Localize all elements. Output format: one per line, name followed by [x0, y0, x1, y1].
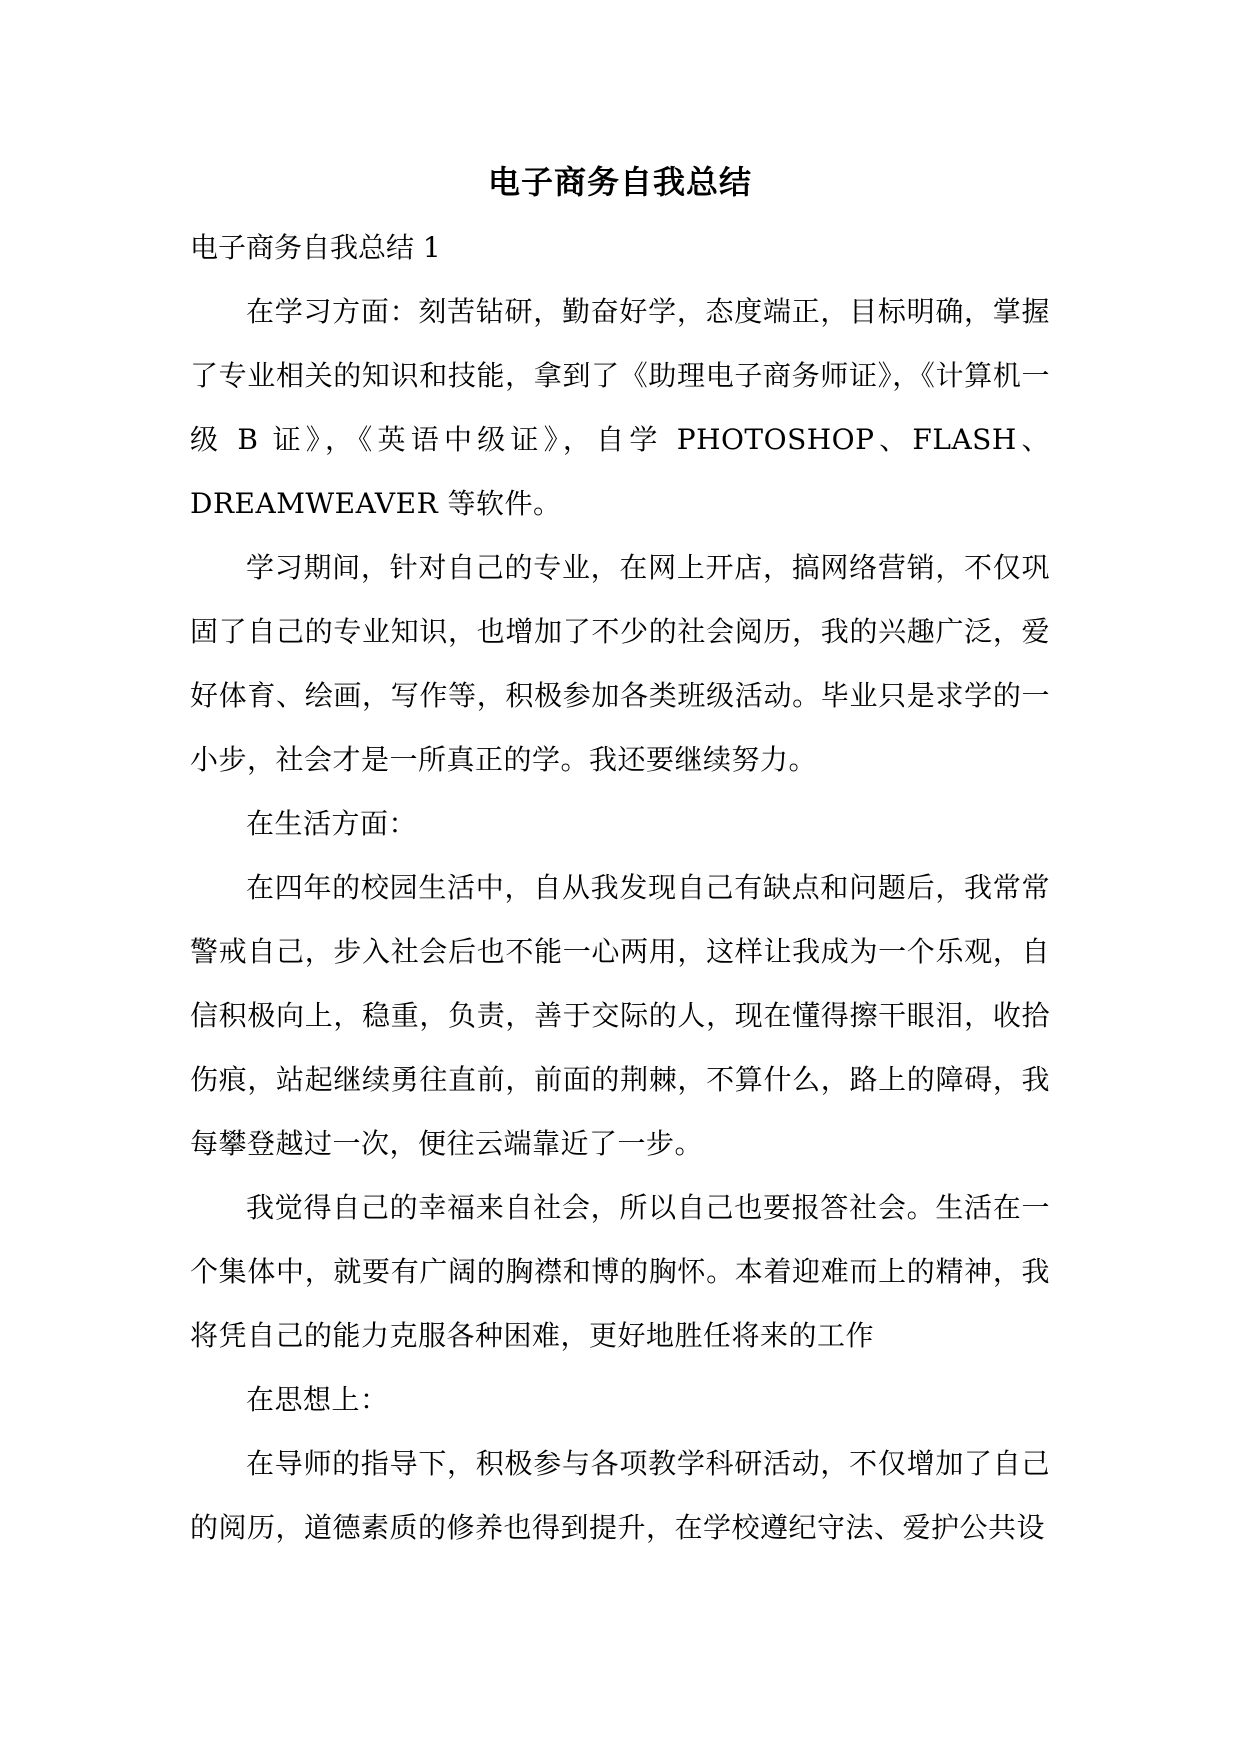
paragraph-society: 我觉得自己的幸福来自社会，所以自己也要报答社会。生活在一个集体中，就要有广阔的胸襟和博的胸怀。本着迎难而上的精神，我将凭自己的能力克服各种困难，更好地胜任将来的工作: [190, 1191, 1050, 1352]
paragraph-life-heading: 在生活方面：: [246, 807, 418, 840]
paragraph-campus-life: 在四年的校园生活中，自从我发现自己有缺点和问题后，我常常警戒自己，步入社会后也不能一心两用，这样让我成为一个乐观，自信积极向上，稳重，负责，善于交际的人，现在懂得擦干眼泪，收拾伤痕，站起继续勇往直前，前面的荆棘，不算什么，路上的障碍，我每攀登越过一次，便往云端靠近了一步。: [190, 871, 1050, 1160]
section-heading: 电子商务自我总结 1: [190, 231, 441, 264]
paragraph-thought-heading: 在思想上：: [246, 1383, 389, 1416]
document-title: 电子商务自我总结: [487, 163, 752, 201]
document-body: [190, 160, 1050, 1560]
paragraph-study: 在学习方面：刻苦钻研，勤奋好学，态度端正，目标明确，掌握了专业相关的知识和技能，拿到了《助理电子商务师证》，《计算机一级 B 证》，《英语中级证》，自学 PHOTOSHOP、FLASH、DREAMWEAVER 等软件。: [190, 295, 1050, 520]
paragraph-mentor: 在导师的指导下，积极参与各项教学科研活动，不仅增加了自己的阅历，道德素质的修养也得到提升，在学校遵纪守法、爱护公共设: [190, 1447, 1050, 1544]
paragraph-study-period: 学习期间，针对自己的专业，在网上开店，搞网络营销，不仅巩固了自己的专业知识，也增加了不少的社会阅历，我的兴趣广泛，爱好体育、绘画，写作等，积极参加各类班级活动。毕业只是求学的一小步，社会才是一所真正的学。我还要继续努力。: [190, 551, 1050, 776]
